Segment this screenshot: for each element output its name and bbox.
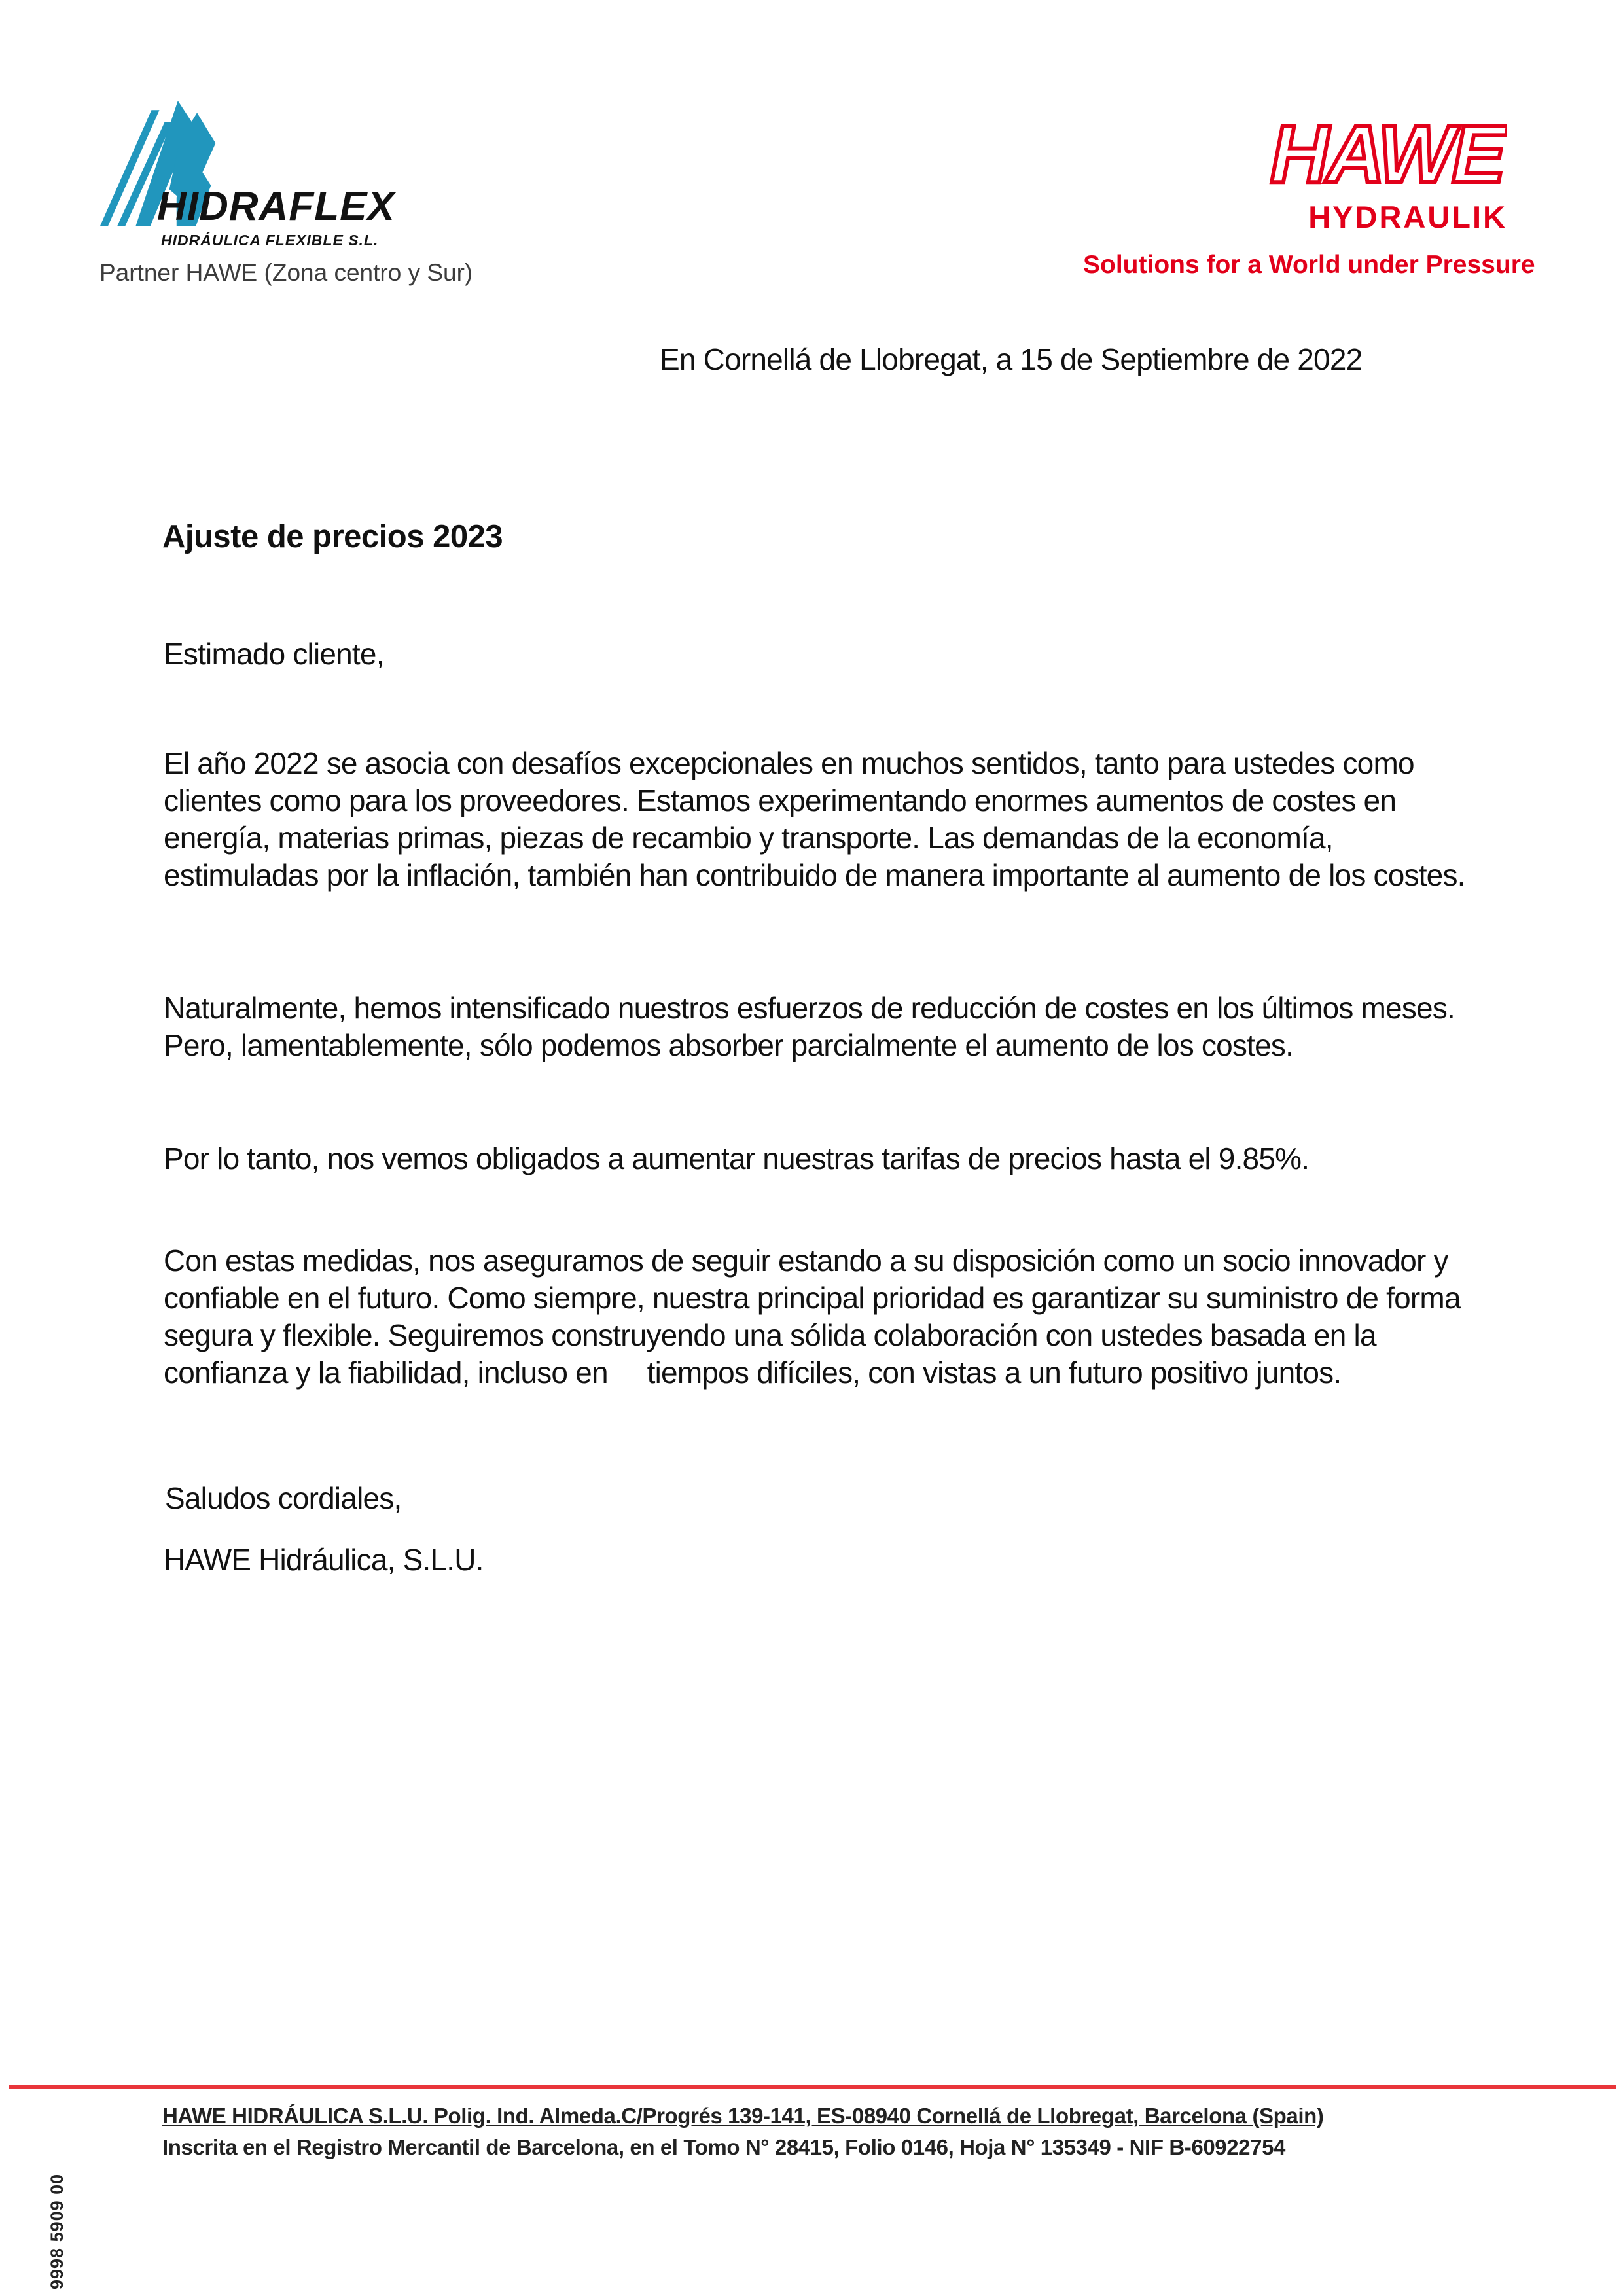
hawe-tagline: Solutions for a World under Pressure xyxy=(1083,251,1535,279)
signature-company: HAWE Hidráulica, S.L.U. xyxy=(164,1543,484,1577)
footer-registry-info: Inscrita en el Registro Mercantil de Barcelona, en el Tomo N° 28415, Folio 0146, Hoja N° 135349 - NIF B-60922754 xyxy=(162,2135,1285,2159)
footer-company-address: HAWE HIDRÁULICA S.L.U. Polig. Ind. Almeda.C/Progrés 139-141, ES-08940 Cornellá de Llobregat, Barcelona (Spain) xyxy=(162,2104,1324,2128)
dateline: En Cornellá de Llobregat, a 15 de Septiembre de 2022 xyxy=(660,342,1363,376)
hawe-logo xyxy=(1083,115,1535,279)
body-paragraph: Por lo tanto, nos vemos obligados a aumentar nuestras tarifas de precios hasta el 9.85%. xyxy=(164,1141,1310,1175)
closing: Saludos cordiales, xyxy=(165,1481,402,1515)
hawe-wordmark-icon xyxy=(1266,115,1507,195)
hawe-wordmark-text: HAWE xyxy=(1270,115,1503,195)
form-number-vertical: 9998 5909 00 xyxy=(47,2173,67,2289)
body-paragraph: Con estas medidas, nos aseguramos de seguir estando a su disposición como un socio innovador y confiable en el futuro. Como siempre, nuestra principal prioridad es garantizar su suministro de forma segura y flexible. Seguiremos construyendo una sólida colaboración con ustedes basada en la confianza y la fiabilidad, incluso en tiempos difíciles, con vistas a un futuro positivo juntos. xyxy=(164,1244,1469,1390)
salutation: Estimado cliente, xyxy=(164,637,384,671)
hawe-hydraulik-label: HYDRAULIK xyxy=(1308,200,1507,234)
subject-heading: Ajuste de precios 2023 xyxy=(162,519,503,554)
hidraflex-partner-line: Partner HAWE (Zona centro y Sur) xyxy=(99,259,473,286)
footer-rule xyxy=(9,2085,1616,2089)
hidraflex-logo xyxy=(99,97,473,287)
body-paragraph: El año 2022 se asocia con desafíos excepcionales en muchos sentidos, tanto para ustedes como clientes como para los proveedores. Estamos experimentando enormes aumentos de costes en energía, materias primas, piezas de recambio y transporte. Las demandas de la economía, estimuladas por la inflación, también han contribuido de manera importante al aumento de los costes. xyxy=(164,746,1465,892)
hidraflex-subtitle: HIDRÁULICA FLEXIBLE S.L. xyxy=(161,232,379,249)
hidraflex-wordmark: HIDRAFLEX xyxy=(157,184,395,229)
body-paragraph: Naturalmente, hemos intensificado nuestros esfuerzos de reducción de costes en los últimos meses. Pero, lamentablemente, sólo podemos absorber parcialmente el aumento de los costes. xyxy=(164,991,1463,1062)
